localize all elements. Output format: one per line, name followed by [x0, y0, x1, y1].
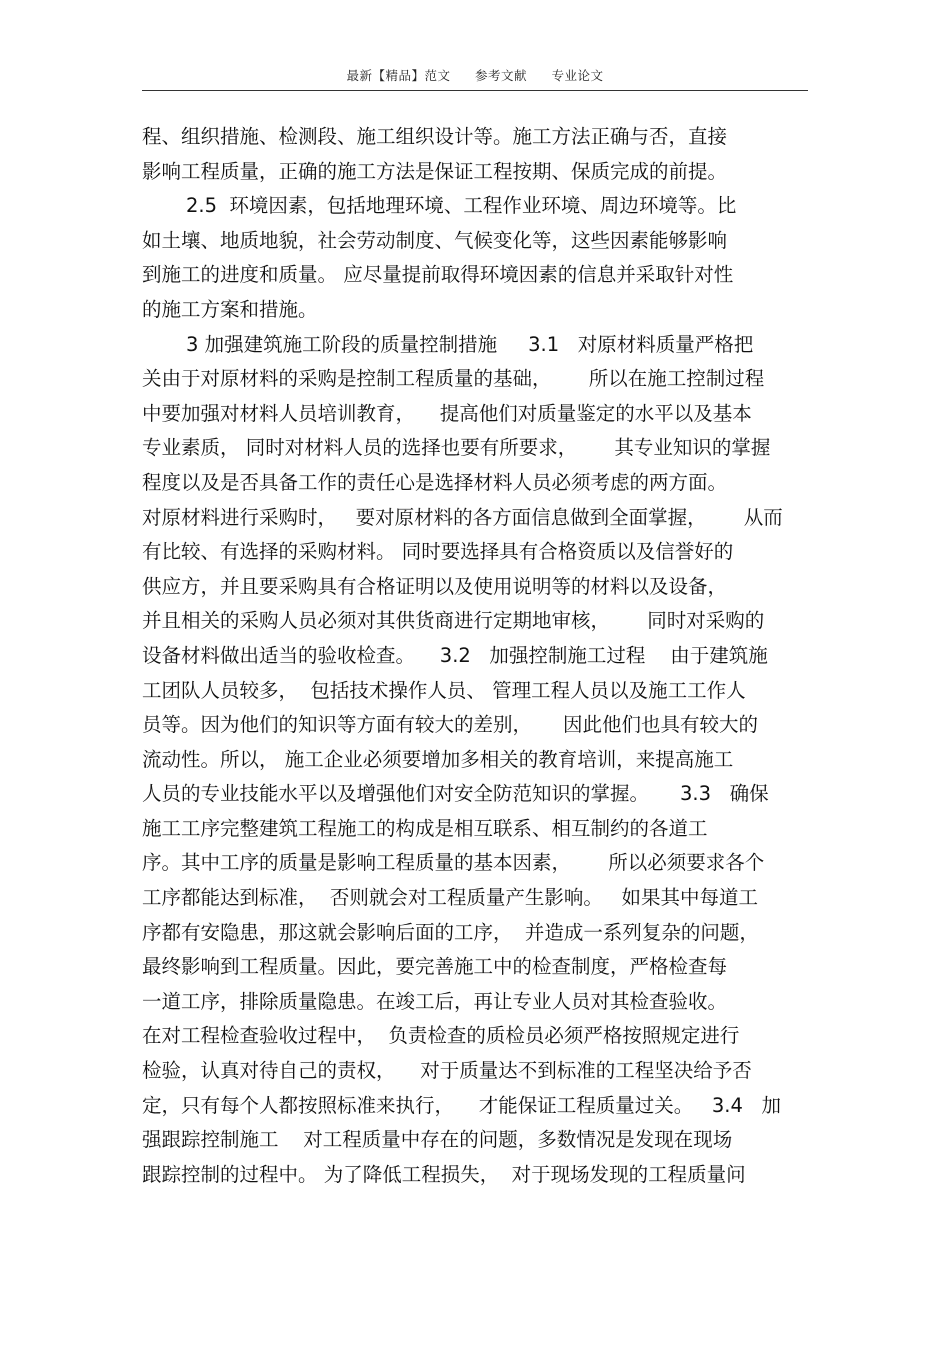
- text-line: 在对工程检查验收过程中， 负责检查的质检员必须严格按照规定进行: [142, 1024, 740, 1048]
- page-header: [142, 66, 808, 84]
- header-item-cankao: 参考文献: [474, 68, 527, 83]
- body-text: [142, 120, 812, 1192]
- text-line: 如土壤、地质地貌，社会劳动制度、气候变化等，这些因素能够影响: [142, 228, 728, 252]
- text-line: 2.5 环境因素，包括地理环境、工程作业环境、周边环境等。比: [186, 194, 737, 218]
- text-line: 供应方，并且要采购具有合格证明以及使用说明等的材料以及设备，: [142, 574, 728, 598]
- text-line: 人员的专业技能水平以及增强他们对安全防范知识的掌握。 3.3 确保: [142, 782, 769, 806]
- text-line: 关由于对原材料的采购是控制工程质量的基础， 所以在施工控制过程: [142, 367, 765, 391]
- text-line: 强跟踪控制施工 对工程质量中存在的问题，多数情况是发现在现场: [142, 1128, 733, 1152]
- text-line: 定，只有每个人都按照标准来执行， 才能保证工程质量过关。 3.4 加: [142, 1093, 781, 1117]
- text-line: 程度以及是否具备工作的责任心是选择材料人员必须考虑的两方面。: [142, 470, 728, 494]
- header-item-lunwen: 专业论文: [551, 68, 604, 83]
- text-line: 员等。因为他们的知识等方面有较大的差别， 因此他们也具有较大的: [142, 713, 758, 737]
- text-line: 并且相关的采购人员必须对其供货商进行定期地审核， 同时对采购的: [142, 609, 765, 633]
- text-line: 施工工序完整建筑工程施工的构成是相互联系、相互制约的各道工: [142, 816, 708, 840]
- text-line: 3 加强建筑施工阶段的质量控制措施 3.1 对原材料质量严格把: [186, 332, 754, 356]
- text-line: 一道工序，排除质量隐患。在竣工后，再让专业人员对其检查验收。: [142, 989, 728, 1013]
- text-line: 对原材料进行采购时， 要对原材料的各方面信息做到全面掌握， 从而: [142, 505, 783, 529]
- text-line: 检验，认真对待自己的责权， 对于质量达不到标准的工程坚决给予否: [142, 1059, 752, 1083]
- text-line: 工序都能达到标准， 否则就会对工程质量产生影响。 如果其中每道工: [142, 886, 758, 910]
- header-divider: [142, 90, 808, 91]
- text-line: 影响工程质量，正确的施工方法是保证工程按期、保质完成的前提。: [142, 159, 728, 183]
- text-line: 程、组织措施、检测段、施工组织设计等。施工方法正确与否，直接: [142, 125, 728, 148]
- text-line: 到施工的进度和质量。 应尽量提前取得环境因素的信息并采取针对性: [142, 263, 734, 287]
- text-line: 中要加强对材料人员培训教育， 提高他们对质量鉴定的水平以及基本: [142, 401, 752, 425]
- text-line: 工团队人员较多， 包括技术操作人员、 管理工程人员以及施工工作人: [142, 678, 746, 702]
- text-line: 专业素质， 同时对材料人员的选择也要有所要求， 其专业知识的掌握: [142, 436, 771, 460]
- header-item-fanwen: 最新【精品】范文: [346, 68, 451, 83]
- text-line: 最终影响到工程质量。因此，要完善施工中的检查制度，严格检查每: [142, 955, 728, 979]
- text-line: 序。其中工序的质量是影响工程质量的基本因素， 所以必须要求各个: [142, 851, 765, 875]
- text-line: 有比较、有选择的采购材料。 同时要选择具有合格资质以及信誉好的: [142, 540, 734, 564]
- text-line: 设备材料做出适当的验收检查。 3.2 加强控制施工过程 由于建筑施: [142, 643, 768, 667]
- text-line: 的施工方案和措施。: [142, 297, 318, 321]
- text-line: 流动性。所以， 施工企业必须要增加多相关的教育培训，来提高施工: [142, 747, 734, 771]
- text-line: 跟踪控制的过程中。 为了降低工程损失， 对于现场发现的工程质量问: [142, 1162, 746, 1186]
- text-line: 序都有安隐患，那这就会影响后面的工序， 并造成一系列复杂的问题，: [142, 920, 759, 944]
